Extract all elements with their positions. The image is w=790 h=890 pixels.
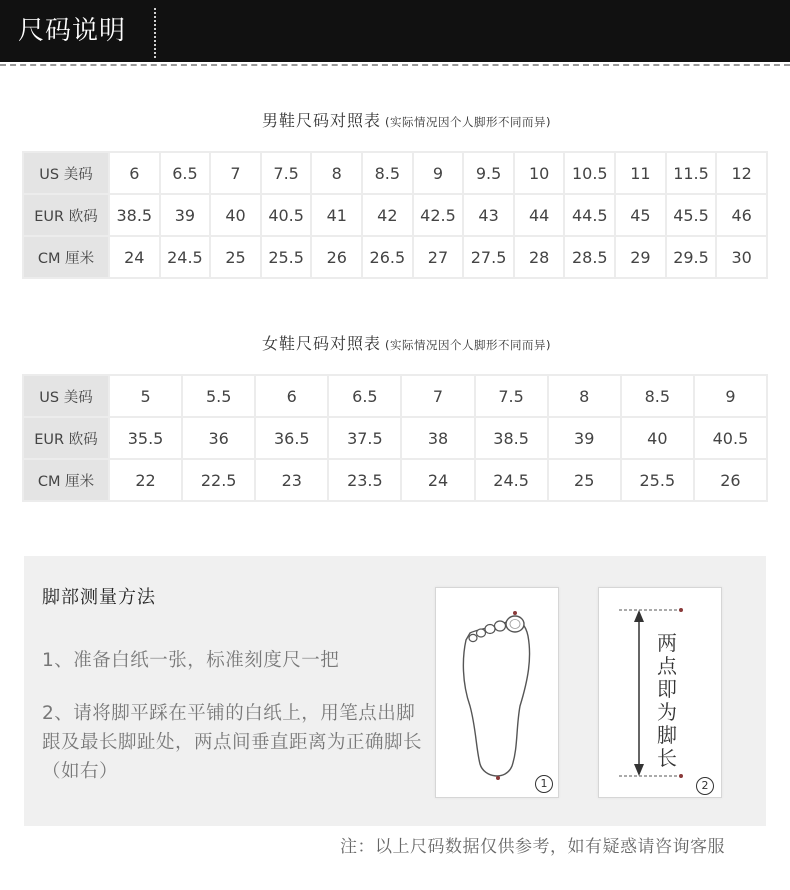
table-row (23, 152, 767, 194)
size-cell: 27 (413, 236, 464, 278)
size-cell: 7 (401, 375, 474, 417)
size-cell: 24.5 (160, 236, 211, 278)
size-cell: 29.5 (666, 236, 717, 278)
row-header-cell: EUR 欧码 (23, 417, 109, 459)
disclaimer-note: 注：以上尺码数据仅供参考，如有疑惑请咨询客服 (340, 837, 725, 857)
size-cell: 39 (548, 417, 621, 459)
size-cell: 8 (548, 375, 621, 417)
size-cell: 44.5 (564, 194, 615, 236)
size-cell: 10 (514, 152, 565, 194)
size-cell: 8.5 (621, 375, 694, 417)
size-cell: 30 (716, 236, 767, 278)
size-cell: 5 (109, 375, 182, 417)
size-cell: 25 (548, 459, 621, 501)
size-cell: 23 (255, 459, 328, 501)
row-header-cell: US 美码 (23, 152, 109, 194)
size-cell: 41 (311, 194, 362, 236)
size-cell: 6.5 (328, 375, 401, 417)
size-cell: 9.5 (463, 152, 514, 194)
size-cell: 38 (401, 417, 474, 459)
size-cell: 45 (615, 194, 666, 236)
size-cell: 9 (413, 152, 464, 194)
size-cell: 6.5 (160, 152, 211, 194)
size-cell: 10.5 (564, 152, 615, 194)
row-header-cell: CM 厘米 (23, 459, 109, 501)
size-cell: 24.5 (475, 459, 548, 501)
page-title: 尺码说明 (18, 16, 127, 46)
size-cell: 23.5 (328, 459, 401, 501)
size-cell: 6 (109, 152, 160, 194)
size-cell: 11.5 (666, 152, 717, 194)
womens-size-table (22, 374, 768, 502)
size-cell: 24 (401, 459, 474, 501)
table-row (23, 375, 767, 417)
size-cell: 5.5 (182, 375, 255, 417)
size-cell: 12 (716, 152, 767, 194)
size-cell: 8.5 (362, 152, 413, 194)
womens-table-title (262, 331, 551, 354)
row-header-cell: EUR 欧码 (23, 194, 109, 236)
size-cell: 22.5 (182, 459, 255, 501)
size-cell: 40 (210, 194, 261, 236)
figure-2-number: 2 (696, 777, 714, 795)
table-row (23, 236, 767, 278)
size-cell: 11 (615, 152, 666, 194)
size-cell: 46 (716, 194, 767, 236)
size-cell: 7 (210, 152, 261, 194)
size-cell: 40.5 (261, 194, 312, 236)
size-cell: 9 (694, 375, 767, 417)
size-cell: 36.5 (255, 417, 328, 459)
header-dashed-rule (0, 64, 790, 66)
foot-outline-icon (436, 588, 558, 797)
table-row (23, 194, 767, 236)
size-cell: 35.5 (109, 417, 182, 459)
size-cell: 39 (160, 194, 211, 236)
size-cell: 25 (210, 236, 261, 278)
table-row (23, 459, 767, 501)
size-cell: 7.5 (475, 375, 548, 417)
size-cell: 38.5 (475, 417, 548, 459)
womens-table-title-text: 女鞋尺码对照表 (262, 334, 382, 353)
size-cell: 25.5 (621, 459, 694, 501)
row-header-cell: CM 厘米 (23, 236, 109, 278)
row-header-cell: US 美码 (23, 375, 109, 417)
mens-table-title (262, 108, 551, 131)
header-dotted-divider (154, 8, 156, 58)
size-cell: 8 (311, 152, 362, 194)
mens-table-title-text: 男鞋尺码对照表 (262, 111, 382, 130)
figure-1-number: 1 (535, 775, 553, 793)
measurement-step-1: 1、准备白纸一张，标准刻度尺一把 (42, 650, 340, 671)
size-cell: 7.5 (261, 152, 312, 194)
size-cell: 44 (514, 194, 565, 236)
size-cell: 24 (109, 236, 160, 278)
size-cell: 43 (463, 194, 514, 236)
size-cell: 45.5 (666, 194, 717, 236)
mens-table-note: (实际情况因个人脚形不同而异) (385, 115, 551, 129)
size-cell: 36 (182, 417, 255, 459)
size-cell: 42 (362, 194, 413, 236)
measurement-title: 脚部测量方法 (42, 587, 156, 608)
size-cell: 27.5 (463, 236, 514, 278)
womens-table-note: (实际情况因个人脚形不同而异) (385, 338, 551, 352)
size-cell: 37.5 (328, 417, 401, 459)
size-cell: 42.5 (413, 194, 464, 236)
size-cell: 28 (514, 236, 565, 278)
size-cell: 26 (694, 459, 767, 501)
size-cell: 22 (109, 459, 182, 501)
foot-figure (435, 587, 559, 798)
measurement-step-2: 2、请将脚平踩在平铺的白纸上，用笔点出脚跟及最长脚趾处，两点间垂直距离为正确脚长（如右） (42, 703, 423, 782)
size-cell: 28.5 (564, 236, 615, 278)
size-cell: 6 (255, 375, 328, 417)
size-cell: 40.5 (694, 417, 767, 459)
size-cell: 38.5 (109, 194, 160, 236)
size-cell: 40 (621, 417, 694, 459)
foot-length-label: 两点即为脚长 (657, 631, 677, 770)
size-cell: 25.5 (261, 236, 312, 278)
size-cell: 26 (311, 236, 362, 278)
size-cell: 26.5 (362, 236, 413, 278)
mens-size-table (22, 151, 768, 279)
size-cell: 29 (615, 236, 666, 278)
table-row (23, 417, 767, 459)
